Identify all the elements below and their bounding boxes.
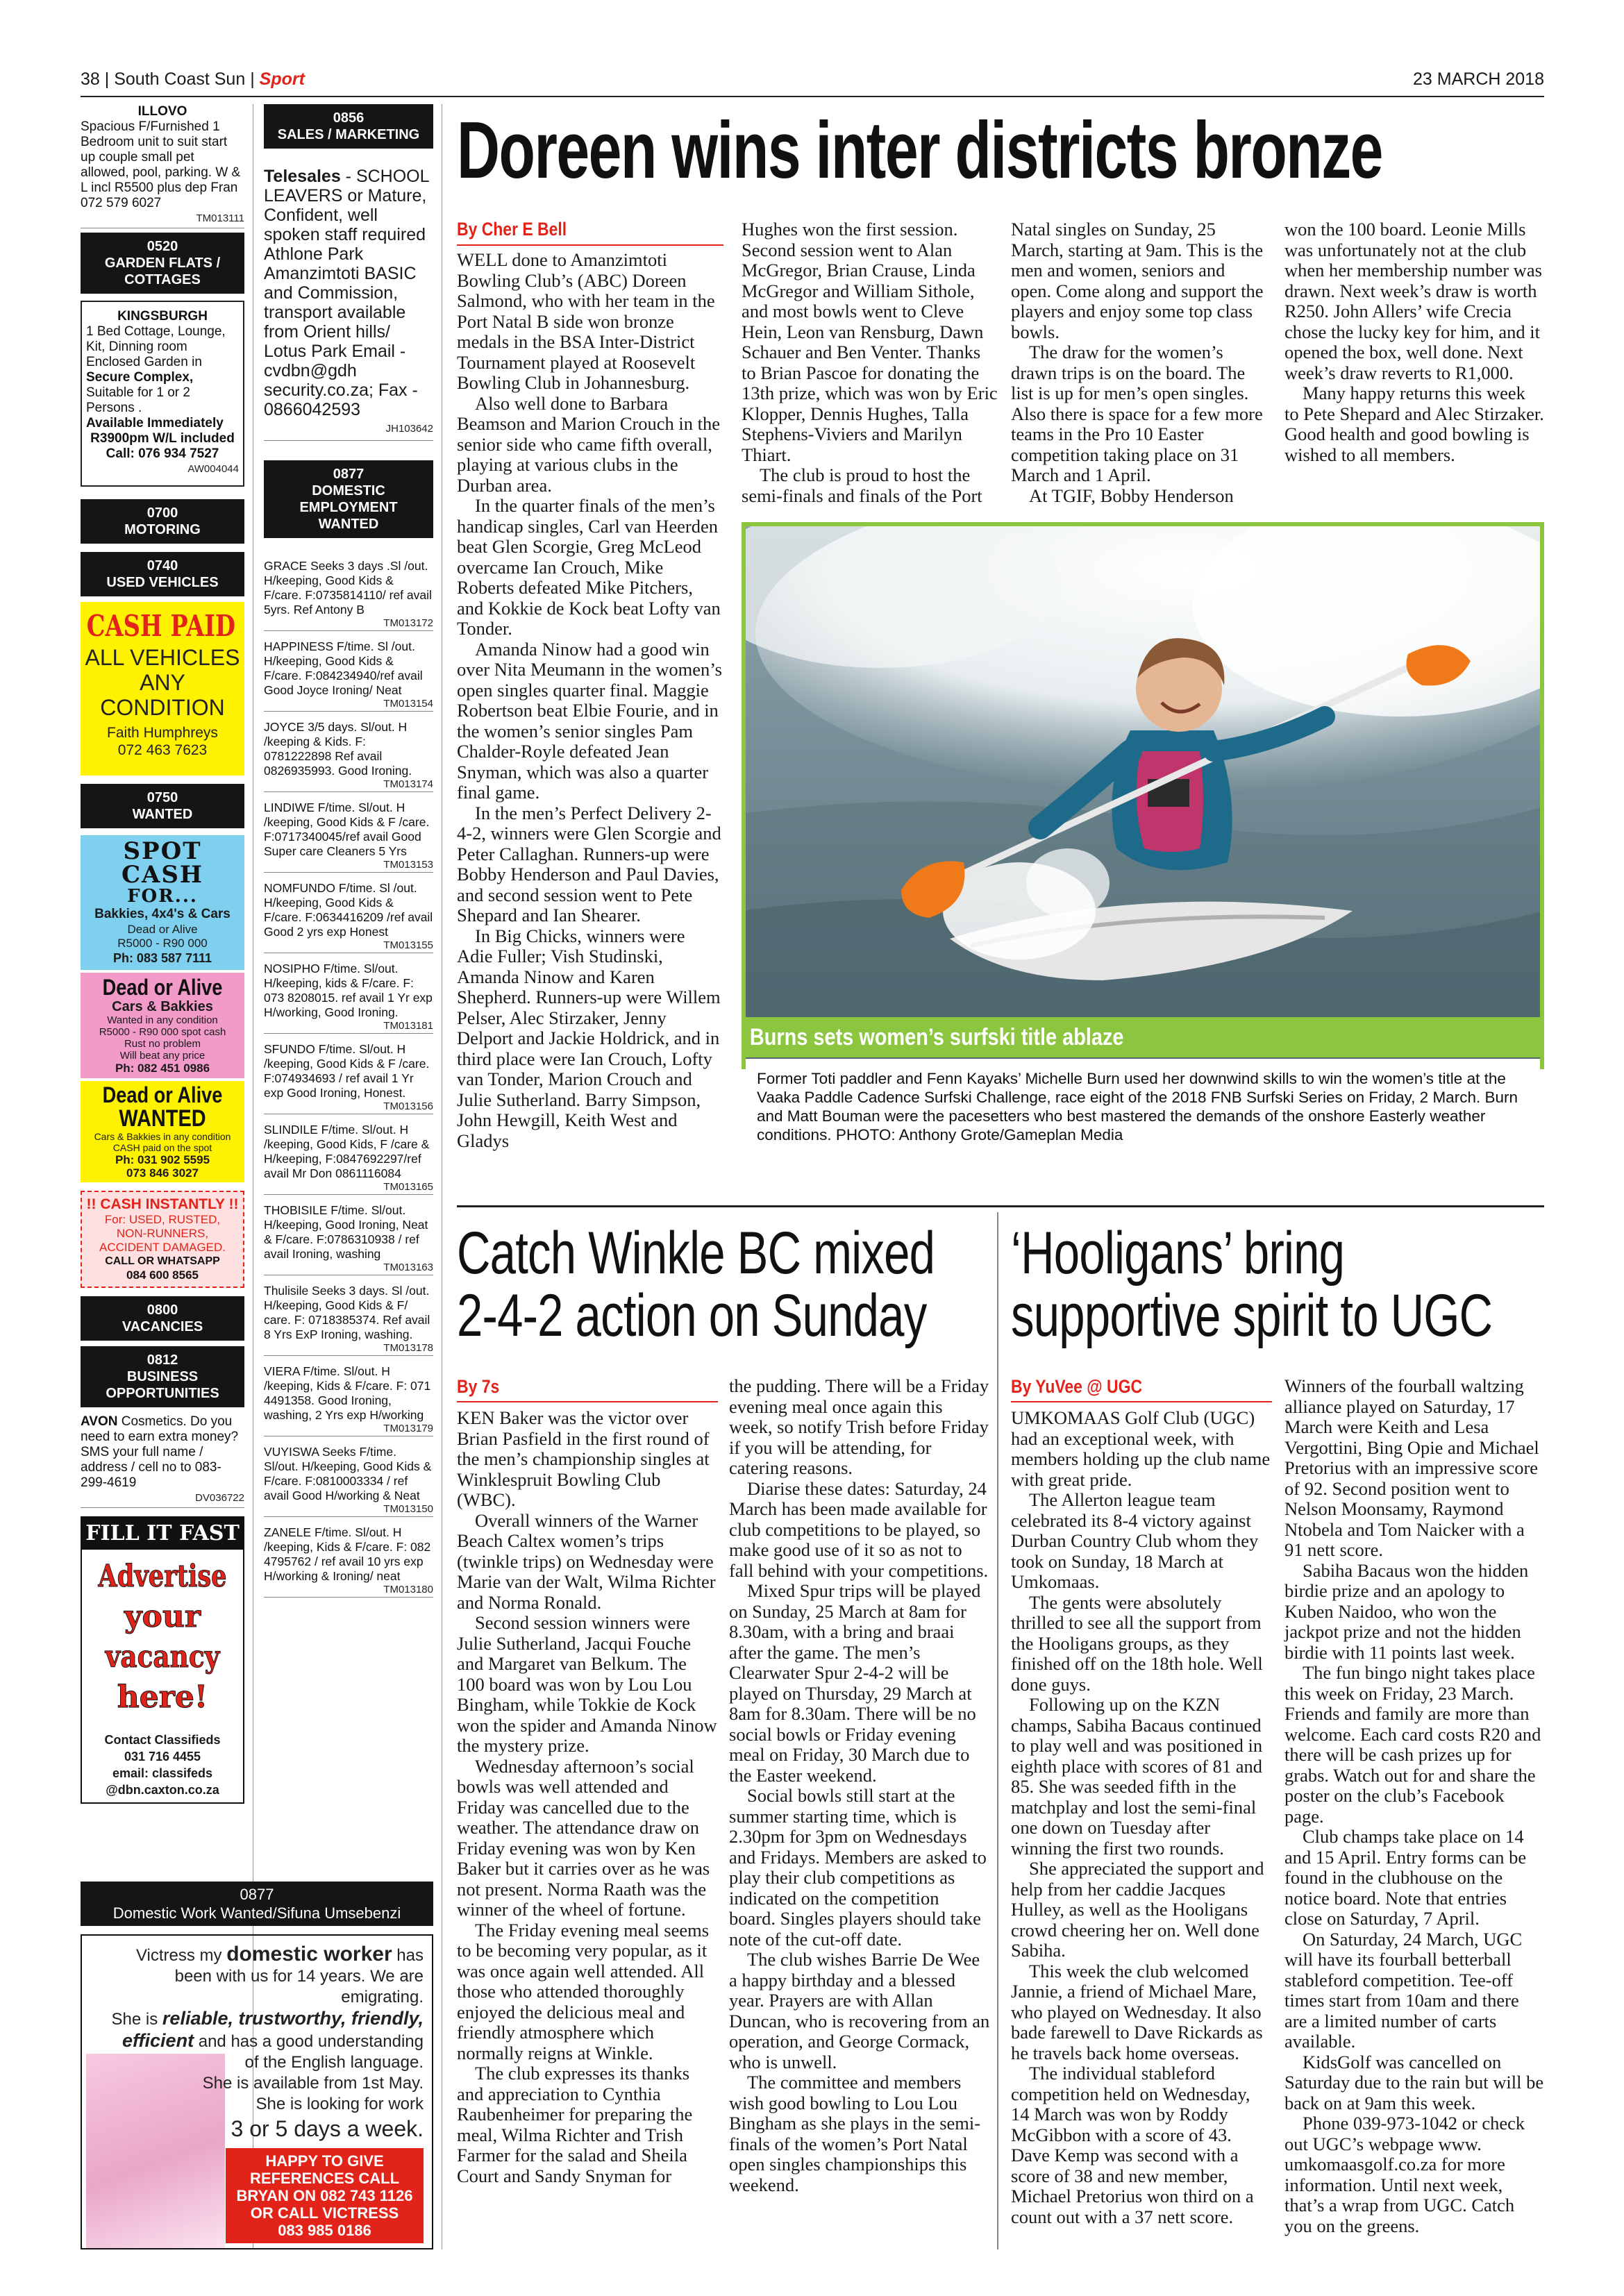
article-paragraph: Overall winners of the Warner Beach Caltex women’s trips (twinkle trips) on Wednesday were Marie van der Walt, Wilma Richter and Norma Ronald. [457, 1509, 716, 1613]
ad-text: and has a good understanding [194, 2032, 424, 2051]
article-paragraph: In the quarter finals of the men’s handicap singles, Carl van Heerden beat Glen Scorgie, Greg McLeod overcame Ian Crouch, Mike Roberts defeated Mike Pitchers, and Kokkie de Kock beat Lofty van Tonder. [457, 495, 721, 639]
domestic-ad [264, 962, 433, 1034]
ad-ref: TM013165 [264, 1181, 433, 1195]
category-label: WANTED [318, 517, 379, 532]
ad-text: domestic worker [226, 1943, 392, 1966]
category-code: 0520 [147, 239, 178, 254]
ad-dead-or-alive-2 [81, 1081, 244, 1182]
ad-text: LINDIWE F/time. Sl/out. H /keeping, Good Kids & F /care. F:0717340045/ref avail Good Super care Cleaners 5 Yrs [264, 801, 430, 858]
ad-text: Cosmetics. Do you need to earn extra money? SMS your full name / address / cell no to 083-299-4619 [81, 1414, 239, 1490]
winkle-column-2 [729, 1376, 990, 2195]
category-0877-domestic-work [81, 1882, 433, 1926]
domestic-ad [264, 1445, 433, 1517]
article-paragraph: She appreciated the support and help from her caddie Jacques Hulley, as well as the Hooligans crowd cheering her on. Well done Sabiha. [1011, 1858, 1264, 1961]
category-label: SALES / MARKETING [277, 127, 420, 142]
winkle-headline-line-2: 2-4-2 action on Sunday [457, 1282, 927, 1349]
ad-text: HAPPY TO GIVE [265, 2152, 384, 2170]
ad-text: VUYISWA Seeks F/time. Sl/out. H/keeping, Good Kids & F/care. F:0810003334 / ref avail Good H/working & Neat [264, 1445, 432, 1502]
ad-line: Bakkies, 4x4's & Cars [94, 907, 231, 921]
ad-line: CALL OR WHATSAPP [105, 1255, 220, 1267]
ad-line: CASH paid on the spot [112, 1142, 212, 1153]
ugc-headline-line-2: supportive spirit to UGC [1011, 1282, 1493, 1349]
category-0750 [81, 784, 244, 828]
category-0520 [81, 233, 244, 294]
ad-line: ANY [140, 670, 185, 695]
category-code: 0750 [147, 790, 178, 805]
section-divider [457, 1205, 1544, 1207]
ad-text: GRACE Seeks 3 days .Sl /out. H/keeping, Good Kids & F/care. F:0735814110/ ref avail 5yrs. Ref Antony B [264, 559, 432, 617]
domestic-ad [264, 1284, 433, 1356]
ad-text: been with us for 14 years. We are emigrating. [174, 1967, 424, 2006]
category-label: DOMESTIC EMPLOYMENT [299, 483, 398, 515]
ad-ref: TM013174 [264, 778, 433, 792]
category-label: MOTORING [124, 522, 201, 537]
ad-text: She is [111, 2010, 162, 2029]
issue-date: 23 MARCH 2018 [1413, 69, 1544, 89]
domestic-ad [264, 801, 433, 873]
ad-spot-cash [81, 835, 244, 970]
article-paragraph: This week the club welcomed Jannie, a friend of Michael Mare, who played on Wednesday. It also bade farewell to Dave Rickards as he travels back home overseas. [1011, 1960, 1263, 2063]
ad-line: R5000 - R90 000 [117, 937, 208, 950]
ad-ref: TM013163 [264, 1262, 433, 1275]
article-paragraph: The fun bingo night takes place this week on Friday, 23 March. Friends and family are more than welcome. Each card costs R20 and there will be cash prizes up for grabs. Watch out for and share the poster on the club’s Facebook page. [1284, 1662, 1541, 1827]
ad-phone: Call: 076 934 7527 [106, 446, 219, 461]
ad-text: ZANELE F/time. Sl/out. H /keeping, Kids & F/care. F: 082 4795762 / ref avail 10 yrs exp H/working & Ironing/ neat [264, 1525, 431, 1583]
ad-ref: TM013178 [264, 1342, 433, 1356]
main-headline: Doreen wins inter districts bronze [457, 105, 1382, 195]
article-paragraph: Wednesday afternoon’s social bowls was well attended and Friday was cancelled due to the weather. The attendance draw on Friday evening was won by Ken Baker but it carries over as he was not present. Norma Raath was the winner of the wheel of fortune. [457, 1755, 710, 1920]
ad-text: OR CALL VICTRESS [250, 2204, 399, 2222]
photo-headline: Burns sets women’s surfski title ablaze [749, 1024, 1124, 1050]
category-code: 0856 [333, 110, 365, 126]
ad-headline: here! [117, 1679, 208, 1715]
ad-text: 3 or 5 days a week. [231, 2116, 424, 2141]
article-paragraph: The committee and members wish good bowling to Lou Lou Bingham as she plays in the semi-finals of the women’s Port Natal open singles championships this weekend. [729, 2072, 981, 2195]
ad-phone: 072 463 7623 [117, 742, 208, 758]
ad-text: SFUNDO F/time. Sl/out. H /keeping, Good Kids & F /care. F:074934693 / ref avail 1 Yr exp Good Ironing, Honest. [264, 1042, 430, 1100]
category-0800 [81, 1296, 244, 1341]
ad-ref: TM013180 [264, 1584, 433, 1598]
category-code: 0740 [147, 558, 178, 573]
article-paragraph: Hughes won the first session. Second session went to Alan McGregor, Brian Crause, Linda McGregor and William Sithole, and most bowls went to Cleve Hein, Leon van Rensburg, Dawn Schauer and Ben Venter. Thanks to Brian Pascoe for donating the 13th prize, which was won by Eric Klopper, Dennis Hughes, Talla Stephens-Viviers and Marilyn Thiart. [742, 219, 998, 465]
byline-rule [457, 1401, 718, 1402]
main-article-column-1 [457, 250, 723, 1151]
ad-line: CONDITION [100, 695, 225, 720]
ad-ref: TM013181 [264, 1020, 433, 1034]
ad-line: Enclosed Garden in [86, 355, 202, 369]
main-byline: By Cher E Bell [457, 219, 567, 240]
ad-line: ACCIDENT DAMAGED. [99, 1241, 226, 1254]
article-paragraph: The Friday evening meal seems to be becoming very popular, as it was once again well attended. All those who attended thoroughly enjoyed the delicious meal and friendly atmosphere which normally reigns at Winkle. [457, 1919, 710, 2063]
category-code: 0812 [147, 1352, 178, 1368]
ad-email: @dbn.caxton.co.za [106, 1783, 219, 1797]
category-label: Domestic Work Wanted/Sifuna Umsebenzi [112, 1904, 401, 1922]
ad-headline: Advertise [98, 1559, 227, 1594]
ad-fill-it-fast [81, 1516, 244, 1804]
ad-headline: CASH PAID [86, 609, 236, 643]
ad-text: of the English language. [244, 2053, 424, 2072]
category-0700 [81, 499, 244, 544]
category-code: 0877 [333, 467, 365, 482]
article-paragraph: Natal singles on Sunday, 25 March, starting at 9am. This is the men and women, seniors and open. Come along and support the players and enjoy some top class bowls. [1011, 219, 1264, 342]
ad-ref: TM013111 [81, 211, 244, 228]
ad-headline: FOR... [127, 886, 198, 907]
article-paragraph: KidsGolf was cancelled on Saturday due to the rain but will be back on at 9am this week. [1284, 2051, 1544, 2113]
ad-ref: TM013150 [264, 1503, 433, 1517]
category-label: COTTAGES [124, 272, 201, 287]
ad-cash-instantly [81, 1191, 244, 1288]
ad-line: NON-RUNNERS, [116, 1227, 209, 1240]
article-paragraph: Diarise these dates: Saturday, 24 March has been made available for club competitions to be played, so make good use of it so as not to fall behind with your competitions. [729, 1477, 989, 1581]
category-code: 0700 [147, 505, 178, 521]
ad-text: NOSIPHO F/time. Sl/out. H/keeping, kids & F/care. F: 073 8208015. ref avail 1 Yr exp H/working, Good Ironing. [264, 962, 433, 1019]
ad-line: 1 Bed Cottage, Lounge, Kit, Dinning room [86, 324, 226, 354]
ad-headline: your [124, 1599, 201, 1634]
ad-headline: SPOT [123, 837, 202, 865]
article-paragraph: The club wishes Barrie De Wee a happy birthday and a blessed year. Prayers are with Allan Duncan, who is recovering from an operation, and George Cormack, who is unwell. [729, 1949, 990, 2072]
ad-line: Will beat any price [119, 1050, 206, 1062]
page-header [81, 67, 1544, 97]
ugc-column-2 [1284, 1376, 1544, 2236]
ad-headline: WANTED [119, 1105, 206, 1132]
category-0812 [81, 1346, 244, 1407]
article-paragraph: In the men’s Perfect Delivery 2-4-2, winners were Glen Scorgie and Peter Callaghan. Runners-up were Bobby Henderson and Paul Davies, and second session went to Pete Shepard and Ian Shearer. [457, 802, 721, 925]
article-paragraph: Mixed Spur trips will be played on Sunday, 25 March at 8am for 8.30am, with a bring and braai after the game. The men’s Clearwater Spur 2-4-2 will be played on Thursday, 29 March at 8am for 8.30am. There will be no social bowls or Friday evening meal on Friday, 30 March due to the Easter weekend. [729, 1580, 981, 1786]
winkle-byline: By 7s [457, 1376, 500, 1397]
column-rule [997, 1212, 998, 2249]
domestic-ad [264, 1364, 433, 1436]
category-code: 0877 [240, 1886, 274, 1903]
ad-ref: TM013172 [264, 617, 433, 631]
category-0877 [264, 460, 433, 538]
article-paragraph: In Big Chicks, winners were Adie Fuller; Vish Studinski, Amanda Ninow and Karen Shepherd. Runners-up were Willem Pelser, Alec Stirzaker, Jenny Delport and Jackie Holdrick, and in third place were Ian Crouch, Lofty van Tonder, Marion Crouch and Julie Sutherland. Barry Simpson, John Hewgill, Keith West and Gladys [457, 925, 721, 1151]
category-label: WANTED [132, 807, 193, 822]
domestic-ad [264, 1525, 433, 1598]
ad-line: R3900pm W/L included [90, 431, 235, 446]
ad-contact: Faith Humphreys [107, 725, 218, 741]
ad-text: Spacious F/Furnished 1 Bedroom unit to suit start up couple small pet allowed, pool, parking. W & L incl R5500 plus dep Fran 072 579 6027 [81, 119, 241, 210]
article-paragraph: KEN Baker was the victor over Brian Pasfield in the first round of the men’s championship singles at Winklespruit Bowling Club (WBC). [457, 1407, 710, 1510]
ad-ref: AW004044 [187, 463, 239, 475]
ad-text: She is looking for work [256, 2095, 424, 2113]
ad-ref: JH103642 [264, 419, 433, 441]
article-paragraph: won the 100 board. Leonie Mills was unfortunately not at the club when her membership number was drawn. Next week’s draw is worth R250. John Allers’ wife Crecia chose the lucky key for him, and it opened the box, well done. Next week’s draw reverts to R1,000. [1284, 219, 1542, 383]
ad-title: ILLOVO [137, 104, 187, 119]
domestic-ad [264, 559, 433, 631]
classifieds-column-2 [264, 104, 433, 1606]
category-label: GARDEN FLATS / [104, 255, 221, 271]
ad-avon [81, 1414, 244, 1508]
ad-text: Victress my [135, 1946, 227, 1965]
article-paragraph: Social bowls still start at the summer starting time, which is 2.30pm for 3pm on Wednesdays and Fridays. Members are asked to play their club competitions as indicated on the competition board. Singles players should take note of the cut-off date. [729, 1785, 987, 1950]
photo-frame [742, 522, 1544, 1069]
ad-kingsburgh [81, 301, 244, 487]
article-paragraph: On Saturday, 24 March, UGC will have its fourball betterball stableford competition. Tee-off times start from 10am and there are a limited number of carts available. [1284, 1928, 1523, 2052]
ad-text: - SCHOOL LEAVERS or Mature, Confident, well spoken staff required Athlone Park Amanzimtoti BASIC and Commission, transport available from Orient hills/ Lotus Park Email - cvdbn@gdh security.co.za; Fax - 0866042593 [264, 167, 429, 419]
article-paragraph: The individual stableford competition held on Wednesday, 14 March was won by Roddy McGibbon with a score of 43. Dave Kemp was second with a score of 38 and new member, Michael Pretorius won third on a count out with a 37 nett score. [1011, 2063, 1254, 2227]
article-paragraph: WELL done to Amanzimtoti Bowling Club’s (ABC) Doreen Salmond, who with her team in the Port Natal B side won bronze medals in the BSA Inter-District Tournament played at Roosevelt Bowling Club in Johannesburg. [457, 249, 715, 393]
ugc-column-1 [1011, 1408, 1272, 2227]
article-paragraph: The draw for the women’s drawn trips is on the board. The list is up for men’s open singles. Also there is space for a few more teams in the Pro 10 Easter competition taking place on 31 March and 1 April. [1011, 342, 1263, 485]
ad-ref: TM013156 [264, 1100, 433, 1114]
section-name: Sport [259, 69, 305, 89]
ad-email: email: classifeds [112, 1766, 213, 1780]
article-paragraph: Second session winners were Julie Sutherland, Jacqui Fouche and Margaret van Belkum. The 100 board was won by Lou Lou Bingham, while Tokkie de Kock won the spider and Amanda Ninow the mystery prize. [457, 1612, 717, 1756]
ad-text: Thulisile Seeks 3 days. Sl /out. H/keeping, Good Kids & F/ care. F: 0718385374. Ref avail 8 Yrs ExP Ironing, washing. [264, 1284, 430, 1341]
domestic-ads-list [264, 559, 433, 1598]
category-label: VACANCIES [122, 1319, 203, 1334]
ad-text: NOMFUNDO F/time. Sl /out. H/keeping, Good Kids & F/care. F:0634416209 /ref avail Good 2 yrs exp Honest [264, 881, 433, 939]
ad-line: Available Immediately [86, 416, 224, 430]
ad-phone: 073 846 3027 [126, 1166, 199, 1180]
ad-cash-paid [81, 602, 244, 776]
ad-line: Cars & Bakkies [112, 999, 213, 1014]
byline-rule [1011, 1401, 1272, 1402]
article-paragraph: Club champs take place on 14 and 15 April. Entry forms can be found in the clubhouse on the notice board. Note that entries close on Saturday, 7 April. [1284, 1826, 1527, 1929]
ad-text: HAPPINESS F/time. Sl /out. H/keeping, Good Kids & F/care. F:084234940/ref avail Good Joyce Ironing/ Neat [264, 639, 423, 697]
ad-line: ALL VEHICLES [85, 645, 240, 670]
ad-headline: Dead or Alive [102, 975, 223, 1000]
ad-phone: Ph: 082 451 0986 [115, 1062, 210, 1075]
article-paragraph: Following up on the KZN champs, Sabiha Bacaus continued to play well and was positioned in eighth place with scores of 81 and 85. She was seeded fifth in the matchplay and lost the semi-final one down on Tuesday after winning the first two rounds. [1011, 1694, 1263, 1859]
domestic-ad [264, 1042, 433, 1114]
ad-phone: Ph: 031 902 5595 [115, 1153, 210, 1166]
category-label: BUSINESS [126, 1369, 199, 1384]
domestic-ad [264, 720, 433, 792]
ad-ref: TM013179 [264, 1423, 433, 1436]
ad-victress [81, 1934, 433, 2249]
ad-ref: TM013155 [264, 939, 433, 953]
domestic-ad [264, 1203, 433, 1275]
ad-text: VIERA F/time. Sl/out. H /keeping, Kids & F/care. F: 071 4491358. Good Ironing, washing, 2 Yrs exp H/working [264, 1364, 431, 1422]
ad-line: Dead or Alive [127, 923, 198, 936]
ad-headline: FILL IT FAST [82, 1518, 243, 1550]
article-paragraph: Sabiha Bacaus won the hidden birdie prize and an apology to Kuben Naidoo, who won the jackpot prize and not the hidden birdie with 11 points last week. [1284, 1559, 1529, 1663]
photo-caption-bar [742, 1017, 1544, 1057]
ad-line: For: USED, RUSTED, [104, 1213, 221, 1226]
main-article-column-2 [742, 219, 998, 506]
ad-headline: vacancy [105, 1639, 220, 1675]
article-paragraph: Many happy returns this week to Pete Shepard and Alec Stirzaker. Good health and good bowling is wished to all members. [1284, 383, 1544, 465]
ad-headline: CASH [121, 861, 204, 889]
ad-headline: Dead or Alive [102, 1082, 223, 1107]
ad-line: Contact Classifieds [104, 1733, 221, 1747]
article-paragraph: UMKOMAAS Golf Club (UGC) had an exceptional week, with members holding up the club name with great pride. [1011, 1407, 1271, 1490]
domestic-ad [264, 639, 433, 712]
separator: | [250, 69, 255, 89]
article-paragraph: Also well done to Barbara Beamson and Marion Crouch in the senior side who came fifth overall, playing at various clubs in the Durban area. [457, 392, 721, 496]
article-paragraph: the pudding. There will be a Friday evening meal once again this week, so notify Trish before Friday if you will be attending, for catering reasons. [729, 1375, 989, 1478]
ad-line: Rust no problem [124, 1038, 201, 1050]
ad-illovo [81, 104, 244, 228]
domestic-ad [264, 881, 433, 953]
ad-ref: TM013153 [264, 859, 433, 873]
article-paragraph: Winners of the fourball waltzing alliance played on Saturday, 17 March were Keith and Lesa Vergottini, Bing Opie and Michael Pretorius with an impressive score of 92. Second position went to Nelson Moonsamy, Raymond Ntobela and Tom Naicker with a 91 nett score. [1284, 1375, 1539, 1560]
category-0740 [81, 552, 244, 596]
ad-title: AVON [81, 1414, 118, 1429]
ad-line: Wanted in any condition [107, 1014, 218, 1026]
winkle-column-1 [457, 1408, 718, 2186]
paper-name: South Coast Sun [114, 69, 246, 89]
ad-text: SLINDILE F/time. Sl/out. H /keeping, Good Kids, F /care & H/keeping, F:0847692297/ref avail Mr Don 0861116084 [264, 1123, 430, 1180]
ad-title: KINGSBURGH [117, 309, 208, 324]
ad-phone: 084 600 8565 [126, 1268, 199, 1282]
article-paragraph: The gents were absolutely thrilled to see all the support from the Hooligans groups, as they finished off on the 18th hole. Well done guys. [1011, 1591, 1263, 1695]
ad-phone: BRYAN ON 082 743 1126 [236, 2187, 413, 2204]
ad-phone: 031 716 4455 [124, 1750, 201, 1763]
ad-text: JOYCE 3/5 days. Sl/out. H /keeping & Kids. F: 0781222898 Ref avail 0826935993. Good Ironing. [264, 720, 412, 778]
article-paragraph: Amanda Ninow had a good win over Nita Meumann in the women’s open singles quarter final. Maggie Robertson beat Elbie Fourie, and in the women’s senior singles Pam Chalder-Royle defeated Jean Snyman, which was also a quarter final game. [457, 638, 722, 803]
ad-text: THOBISILE F/time. Sl/out. H/keeping, Good Ironing, Neat & F/care. F:0786310938 / ref avail Ironing, washing [264, 1203, 428, 1261]
separator: | [104, 69, 110, 89]
classifieds-column-1 [81, 104, 244, 1804]
ad-title: Telesales [264, 167, 341, 186]
ad-line: R5000 - R90 000 spot cash [99, 1026, 226, 1038]
category-label: USED VEHICLES [106, 575, 219, 590]
ugc-byline: By YuVee @ UGC [1011, 1376, 1143, 1397]
ad-line: Secure Complex, [86, 370, 194, 385]
byline-rule [457, 244, 723, 246]
category-label: OPPORTUNITIES [106, 1386, 219, 1401]
ad-phone: 083 985 0186 [278, 2222, 371, 2239]
ad-text: REFERENCES CALL [249, 2170, 400, 2187]
header-left [81, 69, 305, 90]
domestic-ad [264, 1123, 433, 1195]
ad-text: reliable, trustworthy, friendly, [162, 2008, 424, 2029]
ad-ref: TM013154 [264, 698, 433, 712]
ad-text: She is available from 1st May. [202, 2074, 424, 2093]
main-article-column-4 [1284, 219, 1544, 465]
ad-dead-or-alive-1 [81, 973, 244, 1078]
ad-ref: DV036722 [81, 1491, 244, 1508]
main-article-column-3 [1011, 219, 1268, 506]
article-paragraph: Phone 039-973-1042 or check out UGC’s webpage www. umkomaasgolf.co.za for more information. Until next week, that’s a wrap from UGC. Catch you on the greens. [1284, 2113, 1525, 2236]
ad-line: Suitable for 1 or 2 Persons . [86, 385, 190, 415]
article-paragraph: At TGIF, Bobby Henderson [1029, 485, 1234, 506]
article-paragraph: The club is proud to host the semi-finals and finals of the Port [742, 464, 982, 506]
ad-telesales [264, 167, 433, 441]
article-paragraph: The club expresses its thanks and appreciation to Cynthia Raubenheimer for preparing the meal, Wilma Richter and Trish Farmer for the salad and Sheila Court and Sandy Snyman for [457, 2063, 693, 2186]
ad-phone: Ph: 083 587 7111 [112, 951, 212, 965]
photo-caption: Former Toti paddler and Fenn Kayaks’ Michelle Burn used her downwind skills to win the women’s title at the Vaaka Paddle Cadence Surfski Challenge, race eight of the 2018 FNB Surfski Series on Friday, 2 March. Burn and Matt Bouman were the pacesetters who best mastered the demands of the onshore Easterly weather conditions. PHOTO: Anthony Grote/Gameplan Media [757, 1070, 1518, 1143]
ugc-headline-line-1: ‘Hooligans’ bring [1011, 1220, 1345, 1287]
winkle-headline-line-1: Catch Winkle BC mixed [457, 1220, 935, 1287]
category-0856 [264, 104, 433, 149]
article-paragraph: The Allerton league team celebrated its 8-4 victory against Durban Country Club whom they took on Sunday, 18 March at Umkomaas. [1011, 1489, 1259, 1592]
ad-text: efficient [122, 2030, 194, 2051]
ad-headline: !! CASH INSTANTLY !! [86, 1196, 239, 1212]
category-code: 0800 [147, 1302, 178, 1318]
page-number: 38 [81, 69, 100, 89]
ad-text: has [392, 1946, 424, 1965]
ad-line: Cars & Bakkies in any condition [94, 1131, 231, 1142]
